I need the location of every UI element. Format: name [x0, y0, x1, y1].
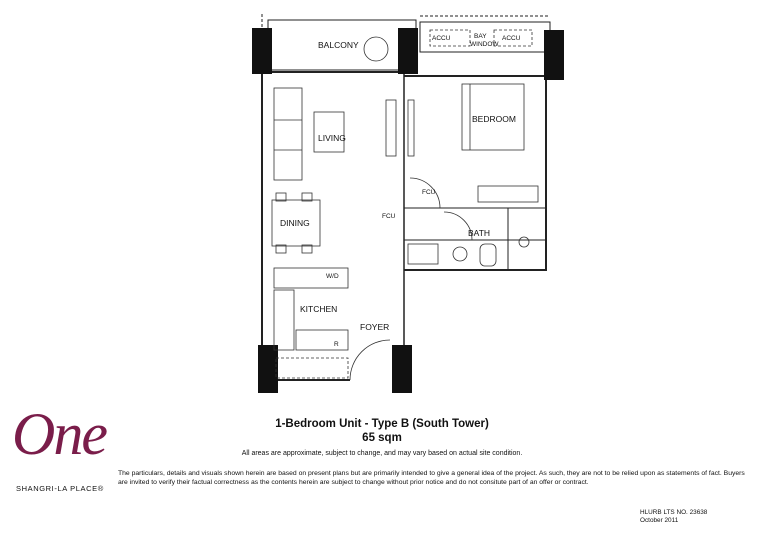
label-accu-1: ACCU	[432, 35, 451, 42]
label-bay: BAY	[474, 33, 487, 40]
label-accu-2: ACCU	[502, 35, 521, 42]
label-bedroom: BEDROOM	[472, 114, 516, 124]
hlurb-number: HLURB LTS NO. 23638	[640, 509, 708, 516]
label-bath: BATH	[468, 228, 491, 238]
label-balcony: BALCONY	[318, 40, 359, 50]
label-wd: W/D	[326, 273, 339, 280]
label-kitchen: KITCHEN	[300, 304, 338, 314]
label-fcu-1: FCU	[422, 189, 436, 196]
sofa	[274, 88, 302, 180]
disclaimer: The particulars, details and visuals shown herein are based on present plans but are primarily intended to give a general idea of the project. As such, they are not to be relied upon as statements of fact. Buyers are invited to verify their factual correctness as the contents herein are subject to change without prior notice and do not consitute part of an offer or contract.	[118, 470, 745, 486]
unit-area: 65 sqm	[362, 432, 402, 444]
label-window: WINDOW	[470, 41, 499, 48]
approx-note: All areas are approximate, subject to change, and may vary based on actual site condition.	[241, 450, 523, 457]
label-foyer: FOYER	[360, 322, 390, 332]
label-living: LIVING	[318, 133, 346, 143]
label-r: R	[334, 341, 339, 348]
unit-title: 1-Bedroom Unit - Type B (South Tower)	[275, 418, 489, 430]
logo-wordmark: One	[12, 401, 106, 467]
label-dining: DINING	[280, 218, 310, 228]
label-fcu-2: FCU	[382, 213, 396, 220]
logo-tagline: SHANGRI-LA PLACE®	[16, 484, 104, 493]
plan-date: October 2011	[640, 517, 679, 524]
columns	[252, 28, 564, 393]
